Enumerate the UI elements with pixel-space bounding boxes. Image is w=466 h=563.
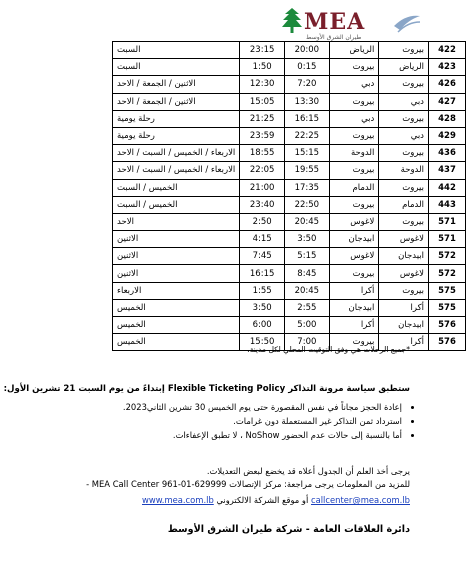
days-cell: الخميس (113, 334, 240, 351)
departure-time-cell: 7:00 (285, 334, 330, 351)
departure-time-cell: 8:45 (285, 265, 330, 282)
arrival-time-cell: 22:05 (240, 162, 285, 179)
departure-time-cell: 22:25 (285, 127, 330, 144)
days-cell: الاربعاء / الخميس / السبت / الاحد (113, 145, 240, 162)
website-link[interactable]: www.mea.com.lb (142, 495, 214, 505)
departure-time-cell: 0:15 (285, 59, 330, 76)
flight-number-cell: 571 (428, 231, 465, 248)
flight-row (113, 162, 466, 179)
call-center-info: للمزيد من المعلومات يرجى مراجعة: مركز الإتصالات MEA Call Center 961-01-629999 - (86, 479, 410, 489)
arrival-time-cell: 21:00 (240, 179, 285, 196)
flight-number-cell: 428 (428, 110, 465, 127)
arrival-time-cell: 3:50 (240, 299, 285, 316)
flight-row (113, 59, 466, 76)
days-cell: الاثنين (113, 248, 240, 265)
origin-cell: بيروت (379, 213, 429, 230)
departure-time-cell: 7:20 (285, 76, 330, 93)
departure-time-cell: 20:45 (285, 282, 330, 299)
departure-time-cell: 22:50 (285, 196, 330, 213)
days-cell: الخميس (113, 299, 240, 316)
policy-item: • أما بالنسبة إلى حالات عدم الحضور NoShow ، لا تطبق الإعفاءات. (123, 428, 402, 442)
origin-cell: دبي (379, 93, 429, 110)
origin-cell: بيروت (379, 110, 429, 127)
origin-cell: الدوحة (379, 162, 429, 179)
origin-cell: ابيدجان (379, 248, 429, 265)
swoosh-icon (392, 8, 422, 38)
arrival-time-cell: 21:25 (240, 110, 285, 127)
days-cell: الاثنين (113, 265, 240, 282)
arrival-time-cell: 23:59 (240, 127, 285, 144)
departure-time-cell: 17:35 (285, 179, 330, 196)
days-cell: الاربعاء / الخميس / السبت / الاحد (113, 162, 240, 179)
flight-row (113, 42, 466, 59)
days-cell: الاربعاء (113, 282, 240, 299)
arrival-time-cell: 15:05 (240, 93, 285, 110)
footer-signature: دائرة العلاقات العامة - شركة طيران الشرق الأوسط (167, 524, 410, 535)
departure-time-cell: 15:15 (285, 145, 330, 162)
destination-cell: دبي (329, 76, 379, 93)
days-cell: الاثنين (113, 231, 240, 248)
flight-number-cell: 572 (428, 248, 465, 265)
arrival-time-cell: 1:55 (240, 282, 285, 299)
destination-cell: الدوحة (329, 145, 379, 162)
flight-row (113, 93, 466, 110)
flight-number-cell: 422 (428, 42, 465, 59)
destination-cell: الدمام (329, 179, 379, 196)
departure-time-cell: 19:55 (285, 162, 330, 179)
brand-name: MEA (304, 9, 366, 35)
arrival-time-cell: 1:50 (240, 59, 285, 76)
days-cell: الخميس / السبت (113, 196, 240, 213)
origin-cell: بيروت (379, 76, 429, 93)
origin-cell: ابيدجان (379, 317, 429, 334)
departure-time-cell: 5:00 (285, 317, 330, 334)
destination-cell: لاغوس (329, 213, 379, 230)
brand-subtitle: طيران الشرق الأوسط (306, 34, 362, 41)
arrival-time-cell: 23:40 (240, 196, 285, 213)
destination-cell: بيروت (329, 196, 379, 213)
flight-row (113, 231, 466, 248)
days-cell: الاثنين / الجمعة / الاحد (113, 76, 240, 93)
flight-row (113, 299, 466, 316)
origin-cell: الدمام (379, 196, 429, 213)
destination-cell: ابيدجان (329, 231, 379, 248)
days-cell: السبت (113, 59, 240, 76)
flight-row (113, 179, 466, 196)
policy-item: • إعادة الحجز مجاناً في نفس المقصورة حتى يوم الخميس 30 تشرين الثاني2023. (123, 400, 402, 414)
days-cell: رحلة يومية (113, 127, 240, 144)
departure-time-cell: 3:50 (285, 231, 330, 248)
destination-cell: دبي (329, 110, 379, 127)
destination-cell: ابيدجان (329, 299, 379, 316)
email-link[interactable]: callcenter@mea.com.lb (310, 495, 410, 505)
destination-cell: أكرا (329, 317, 379, 334)
flight-row (113, 196, 466, 213)
origin-cell: بيروت (379, 282, 429, 299)
flight-number-cell: 436 (428, 145, 465, 162)
origin-cell: لاغوس (379, 231, 429, 248)
policy-heading: ستطبق سياسة مرونة التذاكر Flexible Ticketing Policy إبتداءً من يوم السبت 21 تشرين الأول: (3, 384, 410, 394)
days-cell: السبت (113, 42, 240, 59)
days-cell: الاحد (113, 213, 240, 230)
origin-cell: الرياض (379, 59, 429, 76)
flight-number-cell: 575 (428, 299, 465, 316)
flight-number-cell: 437 (428, 162, 465, 179)
origin-cell: دبي (379, 127, 429, 144)
destination-cell: الرياض (329, 42, 379, 59)
website-label: أو موقع الشركة الالكتروني (216, 495, 309, 505)
days-cell: الخميس / السبت (113, 179, 240, 196)
arrival-time-cell: 23:15 (240, 42, 285, 59)
arrival-time-cell: 4:15 (240, 231, 285, 248)
flight-number-cell: 575 (428, 282, 465, 299)
departure-time-cell: 16:15 (285, 110, 330, 127)
policy-item: • استرداد ثمن التذاكر غير المستعملة دون غرامات. (123, 414, 402, 428)
arrival-time-cell: 18:55 (240, 145, 285, 162)
origin-cell: أكرا (379, 334, 429, 351)
timezone-note: *جميع الرحلات هي وفق التوقيت المحلي لكل مدينة. (247, 345, 410, 354)
departure-time-cell: 13:30 (285, 93, 330, 110)
destination-cell: بيروت (329, 93, 379, 110)
flight-row (113, 317, 466, 334)
flight-number-cell: 442 (428, 179, 465, 196)
schedule-change-notice: يرجى أخذ العلم أن الجدول أعلاه قد يخضع لبعض التعديلات. (206, 466, 410, 476)
origin-cell: بيروت (379, 42, 429, 59)
arrival-time-cell: 6:00 (240, 317, 285, 334)
destination-cell: بيروت (329, 59, 379, 76)
flight-row (113, 110, 466, 127)
arrival-time-cell: 12:30 (240, 76, 285, 93)
flight-row (113, 76, 466, 93)
destination-cell: لاغوس (329, 248, 379, 265)
origin-cell: أكرا (379, 299, 429, 316)
arrival-time-cell: 16:15 (240, 265, 285, 282)
destination-cell: بيروت (329, 127, 379, 144)
arrival-time-cell: 7:45 (240, 248, 285, 265)
days-cell: الاثنين / الجمعة / الاحد (113, 93, 240, 110)
flight-number-cell: 423 (428, 59, 465, 76)
flight-row (113, 248, 466, 265)
arrival-time-cell: 15:50 (240, 334, 285, 351)
departure-time-cell: 20:00 (285, 42, 330, 59)
departure-time-cell: 5:15 (285, 248, 330, 265)
flight-number-cell: 426 (428, 76, 465, 93)
flight-row (113, 145, 466, 162)
origin-cell: بيروت (379, 179, 429, 196)
mea-logo (282, 6, 422, 40)
flight-number-cell: 571 (428, 213, 465, 230)
flight-row (113, 213, 466, 230)
contact-links (142, 495, 410, 505)
flight-number-cell: 572 (428, 265, 465, 282)
flight-schedule-table (112, 41, 466, 351)
flight-number-cell: 429 (428, 127, 465, 144)
flight-row (113, 282, 466, 299)
flight-number-cell: 427 (428, 93, 465, 110)
cedar-icon (282, 8, 302, 34)
flight-row (113, 127, 466, 144)
origin-cell: بيروت (379, 145, 429, 162)
origin-cell: لاغوس (379, 265, 429, 282)
days-cell: رحلة يومية (113, 110, 240, 127)
departure-time-cell: 2:55 (285, 299, 330, 316)
days-cell: الخميس (113, 317, 240, 334)
flight-number-cell: 443 (428, 196, 465, 213)
departure-time-cell: 20:45 (285, 213, 330, 230)
flight-number-cell: 576 (428, 317, 465, 334)
destination-cell: بيروت (329, 162, 379, 179)
arrival-time-cell: 2:50 (240, 213, 285, 230)
destination-cell: أكرا (329, 282, 379, 299)
flight-row (113, 265, 466, 282)
flight-number-cell: 576 (428, 334, 465, 351)
policy-list (123, 400, 416, 442)
destination-cell: بيروت (329, 334, 379, 351)
destination-cell: بيروت (329, 265, 379, 282)
